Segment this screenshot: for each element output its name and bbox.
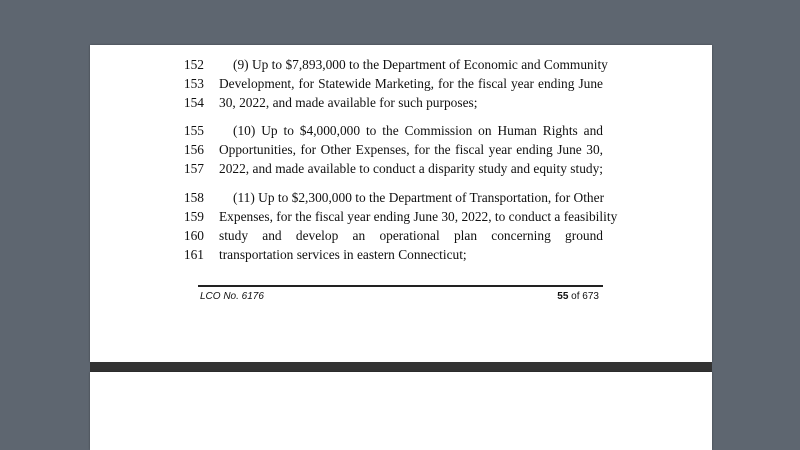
current-page-number: 55 [557, 291, 569, 302]
line-number: 161 [183, 247, 204, 262]
document-line [90, 93, 712, 112]
line-number: 152 [183, 57, 204, 72]
page-number [470, 291, 599, 302]
document-line [90, 245, 712, 264]
document-line [90, 121, 712, 140]
line-text: Opportunities, for Other Expenses, for the fiscal year ending June 30, [219, 142, 603, 157]
document-line [90, 226, 712, 245]
document-line [90, 159, 712, 178]
total-pages-text: of 673 [568, 291, 599, 302]
document-line [90, 74, 712, 93]
line-number: 160 [183, 228, 204, 243]
line-text: Expenses, for the fiscal year ending June 30, 2022, to conduct a feasibility [219, 209, 618, 224]
line-text: 30, 2022, and made available for such purposes; [219, 95, 478, 110]
line-text: (11) Up to $2,300,000 to the Department of Transportation, for Other [233, 190, 605, 205]
page-separator [90, 362, 712, 372]
line-text: (10) Up to $4,000,000 to the Commission on Human Rights and [233, 123, 603, 138]
line-text: (9) Up to $7,893,000 to the Department of Economic and Community [233, 57, 608, 72]
line-number: 156 [183, 142, 204, 157]
document-page [90, 45, 712, 362]
lco-number: LCO No. 6176 [200, 291, 264, 302]
document-line [90, 207, 712, 226]
line-number: 159 [183, 209, 204, 224]
footer-divider [198, 285, 603, 287]
line-text: study and develop an operational plan concerning ground [219, 228, 603, 243]
line-number: 154 [183, 95, 204, 110]
next-document-page [90, 372, 712, 450]
line-number: 158 [183, 190, 204, 205]
line-number: 157 [183, 161, 204, 176]
document-line [90, 140, 712, 159]
line-text: 2022, and made available to conduct a disparity study and equity study; [219, 161, 603, 176]
line-text: transportation services in eastern Connecticut; [219, 247, 467, 262]
line-number: 155 [183, 123, 204, 138]
line-text: Development, for Statewide Marketing, for the fiscal year ending June [219, 76, 603, 91]
document-line [90, 188, 712, 207]
document-line [90, 55, 712, 74]
line-number: 153 [183, 76, 204, 91]
